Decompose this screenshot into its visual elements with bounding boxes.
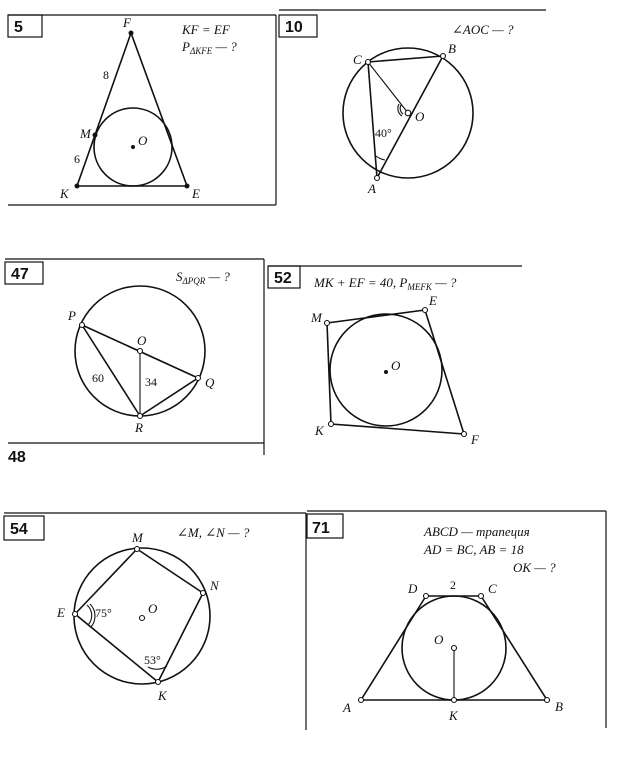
label-k: K xyxy=(158,688,167,703)
triangle-kfe xyxy=(77,33,187,186)
label-b: B xyxy=(555,699,563,714)
problem-71-condition-2: AD = BC, AB = 18 xyxy=(424,542,524,557)
label-o: O xyxy=(434,632,444,647)
point-m xyxy=(93,133,98,138)
problem-71 xyxy=(307,511,606,728)
problem-5 xyxy=(8,15,276,205)
center-o xyxy=(131,145,135,149)
center-o xyxy=(138,349,143,354)
label-a: A xyxy=(368,181,376,196)
segment-dc-length: 2 xyxy=(450,578,456,592)
problem-52 xyxy=(268,266,522,447)
segment-mk-length: 6 xyxy=(74,152,80,166)
problem-52-condition: MK + EF = 40, $P_{MEFK}$ — ? xyxy=(314,275,457,292)
angle-a-value: 40° xyxy=(375,126,392,140)
label-c: C xyxy=(353,52,362,67)
label-c: C xyxy=(488,581,497,596)
problem-5-perimeter: $P_{\Delta KFE}$ — ? xyxy=(182,39,237,56)
label-o: O xyxy=(391,358,401,373)
problem-47 xyxy=(5,259,264,466)
problem-5-number: 5 xyxy=(14,19,23,36)
angle-k-value: 53° xyxy=(144,653,161,667)
label-q: Q xyxy=(205,375,215,390)
label-k: K xyxy=(60,186,69,201)
label-o: O xyxy=(138,133,148,148)
label-k: K xyxy=(315,423,324,438)
label-o: O xyxy=(148,601,158,616)
problem-71-number: 71 xyxy=(312,520,330,537)
label-o: O xyxy=(415,109,425,124)
problem-10 xyxy=(279,10,546,196)
label-f: F xyxy=(471,432,479,447)
problem-47-number: 47 xyxy=(11,266,29,283)
label-e: E xyxy=(429,293,437,308)
center-o xyxy=(405,110,411,116)
angle-e-value: 75° xyxy=(95,606,112,620)
problem-54-number: 54 xyxy=(10,521,28,538)
center-o xyxy=(452,646,457,651)
label-e: E xyxy=(192,186,200,201)
problem-52-number: 52 xyxy=(274,270,292,287)
label-e: E xyxy=(57,605,65,620)
segment-or-length: 34 xyxy=(145,375,157,389)
label-n: N xyxy=(210,578,219,593)
problem-54 xyxy=(4,513,306,730)
segment-fm-length: 8 xyxy=(103,68,109,82)
problem-54-question: ∠M, ∠N — ? xyxy=(177,525,250,540)
segment-pr-length: 60 xyxy=(92,371,104,385)
label-m: M xyxy=(311,310,322,325)
label-b: B xyxy=(448,41,456,56)
problem-10-number: 10 xyxy=(285,19,303,36)
label-a: A xyxy=(343,700,351,715)
label-m: M xyxy=(80,126,91,141)
problem-48-number: 48 xyxy=(8,449,26,466)
label-r: R xyxy=(135,420,143,435)
problem-5-condition-1: KF = EF xyxy=(182,22,230,37)
problem-71-question: OK — ? xyxy=(513,560,556,575)
problem-71-condition-1: ABCD — трапеция xyxy=(424,524,530,539)
label-o: O xyxy=(137,333,147,348)
center-o xyxy=(140,616,145,621)
center-o xyxy=(384,370,388,374)
label-d: D xyxy=(408,581,418,596)
problem-47-question: $S_{\Delta PQR}$ — ? xyxy=(176,269,230,286)
label-k: K xyxy=(449,708,458,723)
label-m: M xyxy=(132,530,143,545)
label-p: P xyxy=(68,308,76,323)
label-f: F xyxy=(123,15,131,30)
problem-10-question: ∠AOC — ? xyxy=(452,22,514,37)
